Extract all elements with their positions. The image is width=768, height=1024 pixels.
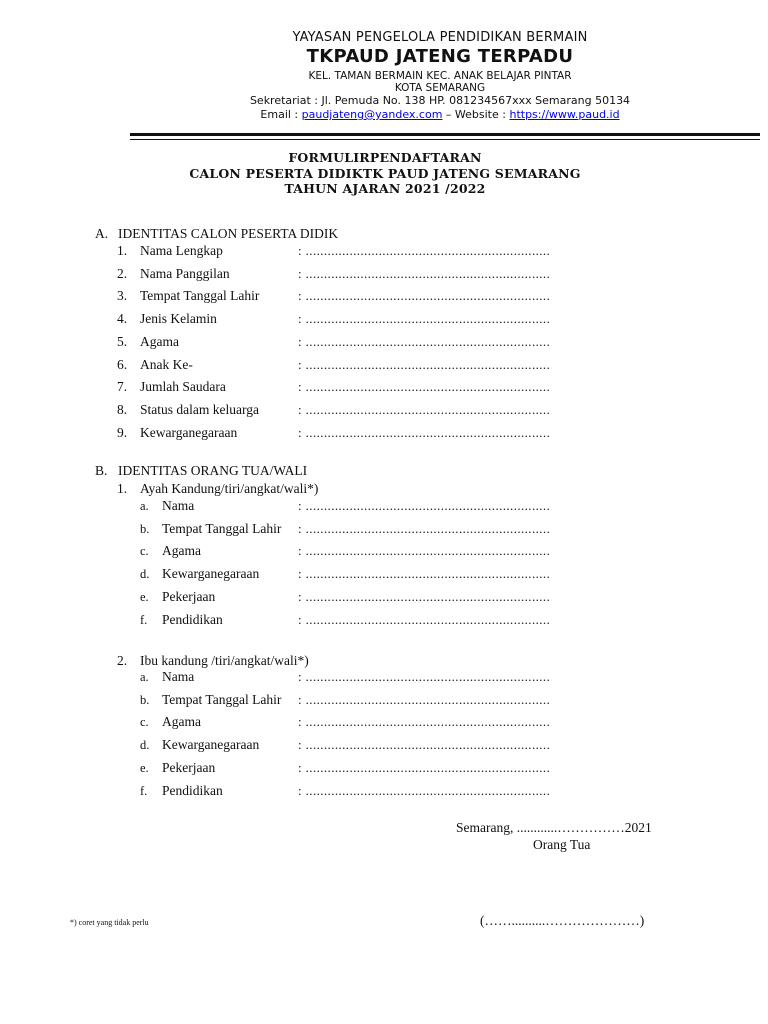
footnote: *) coret yang tidak perlu: [70, 918, 149, 927]
field-label: Tempat Tanggal Lahir: [162, 521, 282, 536]
form-title: FORMULIRPENDAFTARAN: [288, 150, 482, 165]
field-fill-line: : ...................................................................: [298, 589, 551, 604]
field-letter: b.: [140, 693, 150, 707]
field-fill-line: : ...................................................................: [298, 334, 551, 349]
field-number: 7.: [117, 379, 128, 394]
school-name: TKPAUD JATENG TERPADU: [306, 46, 574, 67]
field-number: 3.: [117, 288, 128, 303]
field-number: 9.: [117, 425, 128, 440]
field-fill-line: : ...................................................................: [298, 266, 551, 281]
field-label: Pendidikan: [162, 783, 223, 798]
field-letter: e.: [140, 761, 149, 775]
signature-place-date: Semarang, ............……………2021: [456, 820, 652, 835]
field-label: Kewarganegaraan: [162, 566, 260, 581]
form-subtitle: CALON PESERTA DIDIKTK PAUD JATENG SEMARANG: [189, 166, 581, 181]
section-b-marker: B.: [95, 463, 108, 478]
field-fill-line: : ...................................................................: [298, 402, 551, 417]
field-fill-line: : ...................................................................: [298, 379, 551, 394]
field-label: Nama Panggilan: [140, 266, 230, 281]
field-letter: c.: [140, 544, 149, 558]
field-number: 6.: [117, 357, 128, 372]
field-number: 8.: [117, 402, 128, 417]
field-letter: e.: [140, 590, 149, 604]
field-label: Status dalam keluarga: [140, 402, 259, 417]
field-letter: d.: [140, 738, 150, 752]
field-label: Agama: [140, 334, 179, 349]
field-fill-line: : ...................................................................: [298, 288, 551, 303]
field-label: Jumlah Saudara: [140, 379, 226, 394]
field-label: Pekerjaan: [162, 589, 216, 604]
section-a-title: IDENTITAS CALON PESERTA DIDIK: [118, 226, 339, 241]
field-label: Pekerjaan: [162, 760, 216, 775]
field-label: Nama: [162, 498, 195, 513]
field-fill-line: : ...................................................................: [298, 760, 551, 775]
field-number: 4.: [117, 311, 128, 326]
field-label: Nama: [162, 669, 195, 684]
field-fill-line: : ...................................................................: [298, 714, 551, 729]
form-year: TAHUN AJARAN 2021 /2022: [284, 181, 486, 196]
field-label: Anak Ke-: [140, 357, 193, 372]
field-number: 1.: [117, 243, 128, 258]
email-link[interactable]: paudjateng@yandex.com: [301, 108, 443, 121]
field-fill-line: : ...................................................................: [298, 737, 551, 752]
website-label: – Website :: [442, 108, 510, 121]
field-fill-line: : ...................................................................: [298, 311, 551, 326]
section-a-marker: A.: [95, 226, 109, 241]
secretariat-info: Sekretariat : Jl. Pemuda No. 138 HP. 081234567xxx Semarang 50134: [249, 94, 631, 107]
field-fill-line: : ...................................................................: [298, 566, 551, 581]
field-label: Kewarganegaraan: [162, 737, 260, 752]
field-fill-line: : ...................................................................: [298, 498, 551, 513]
field-label: Agama: [162, 543, 201, 558]
field-label: Agama: [162, 714, 201, 729]
mother-group-title: Ibu kandung /tiri/angkat/wali*): [140, 653, 309, 668]
field-label: Nama Lengkap: [140, 243, 223, 258]
field-letter: b.: [140, 522, 150, 536]
father-group-title: Ayah Kandung/tiri/angkat/wali*): [140, 481, 319, 496]
field-letter: f.: [140, 613, 148, 627]
field-label: Tempat Tanggal Lahir: [140, 288, 260, 303]
letterhead-rule-thick: [130, 133, 760, 136]
email-label: Email :: [260, 108, 302, 121]
field-label: Pendidikan: [162, 612, 223, 627]
field-number: 5.: [117, 334, 128, 349]
mother-group-number: 2.: [117, 653, 128, 668]
foundation-name: YAYASAN PENGELOLA PENDIDIKAN BERMAIN: [292, 30, 588, 45]
field-fill-line: : ...................................................................: [298, 612, 551, 627]
letterhead-rule-thin: [130, 139, 760, 140]
section-b-title: IDENTITAS ORANG TUA/WALI: [118, 463, 308, 478]
field-letter: f.: [140, 784, 148, 798]
field-label: Jenis Kelamin: [140, 311, 217, 326]
field-letter: a.: [140, 499, 149, 513]
field-fill-line: : ...................................................................: [298, 425, 551, 440]
school-address: KEL. TAMAN BERMAIN KEC. ANAK BELAJAR PINTAR: [308, 70, 572, 82]
field-fill-line: : ...................................................................: [298, 783, 551, 798]
father-group-number: 1.: [117, 481, 128, 496]
field-label: Tempat Tanggal Lahir: [162, 692, 282, 707]
school-city: KOTA SEMARANG: [394, 82, 486, 94]
field-fill-line: : ...................................................................: [298, 692, 551, 707]
website-link[interactable]: https://www.paud.id: [509, 108, 620, 121]
field-fill-line: : ...................................................................: [298, 357, 551, 372]
field-number: 2.: [117, 266, 128, 281]
field-label: Kewarganegaraan: [140, 425, 238, 440]
field-letter: d.: [140, 567, 150, 581]
field-letter: c.: [140, 715, 149, 729]
field-fill-line: : ...................................................................: [298, 543, 551, 558]
signature-name-line: (……..........…………………): [480, 913, 645, 928]
field-fill-line: : ...................................................................: [298, 521, 551, 536]
field-letter: a.: [140, 670, 149, 684]
field-fill-line: : ...................................................................: [298, 669, 551, 684]
contact-line: [190, 108, 690, 121]
field-fill-line: : ...................................................................: [298, 243, 551, 258]
signature-role: Orang Tua: [533, 837, 591, 852]
